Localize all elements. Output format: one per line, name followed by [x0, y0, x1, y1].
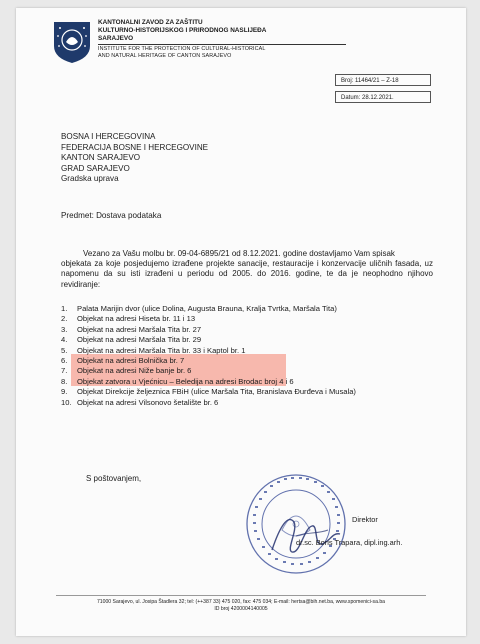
list-item: 5. Objekat na adresi Maršala Tita br. 33 i Kaptol br. 1: [61, 345, 246, 355]
list-item: 3. Objekat na adresi Maršala Tita br. 27: [61, 324, 202, 334]
list-item: 8. Objekat zatvora u Vjećnicu – Beledija na adresi Brodac broj 4 i 6: [61, 376, 294, 386]
list-item: 9. Objekat Direkcije željeznica FBiH (ulice Maršala Tita, Branislava Đurđeva i Musala): [61, 387, 356, 397]
reference-number: Broj: 11464/21 – Z-18: [335, 74, 431, 86]
list-item: 6. Objekat na adresi Bolnička br. 7: [61, 355, 185, 365]
body-continuation: objekata za koje posjedujemo izrađene projekte sanacije, restauracije i konzervacije uličnih fasada, uz napomenu da su isti izrađeni u periodu od 2005. do 2016. godine, te da je neophodno njihovo revidiranje:: [61, 259, 433, 289]
signatory-name: dr.sc. Boris Trapara, dipl.ing.arh.: [296, 538, 403, 547]
institution-english-line: INSTITUTE FOR THE PROTECTION OF CULTURAL-HISTORICAL: [98, 46, 266, 52]
recipient-line: FEDERACIJA BOSNE I HERCEGOVINE: [61, 142, 209, 152]
recipient-line: KANTON SARAJEVO: [61, 153, 141, 163]
property-list: [61, 304, 356, 408]
recipient-line: BOSNA I HERCEGOVINA: [61, 132, 156, 141]
header-divider: [98, 44, 346, 45]
letter-footer: [56, 595, 426, 612]
signature-icon: [266, 506, 356, 566]
footer-contact: 71000 Sarajevo, ul. Josipa Štadlera 32; tel: (++387 33) 475 020, fax: 475 034; E-mail: hertsa@bih.net.ba, www.spomenici-sa.ba: [96, 599, 386, 605]
list-item: 1. Palata Marijin dvor (ulice Dolina, Augusta Brauna, Kralja Tvrtka, Maršala Tita): [61, 304, 337, 313]
institute-logo-icon: [52, 20, 92, 64]
document-page: [16, 8, 466, 636]
list-item: 7. Objekat na adresi Niže banje br. 6: [61, 366, 192, 376]
institution-name-line: SARAJEVO: [98, 35, 134, 42]
closing-greeting: S poštovanjem,: [86, 474, 142, 483]
recipient-line: Gradska uprava: [61, 174, 119, 184]
institution-name-line: KULTURNO-HISTORIJSKOG I PRIRODNOG NASLIJEĐA: [98, 27, 267, 34]
signatory-title: Direktor: [352, 515, 378, 524]
recipient-line: GRAD SARAJEVO: [61, 163, 130, 173]
recipient-address: [61, 132, 208, 185]
list-item: 2. Objekat na adresi Hiseta br. 11 i 13: [61, 314, 196, 324]
institution-english-line: AND NATURAL HERITAGE OF CANTON SARAJEVO: [98, 53, 232, 59]
list-item: 10. Objekat na adresi Vilsonovo šetalište br. 6: [61, 397, 219, 407]
footer-id: ID broj 4200004140005: [214, 606, 268, 612]
letter-subject: Predmet: Dostava podataka: [61, 211, 162, 220]
body-first-line: Vezano za Vašu molbu br. 09-04-6895/21 od 8.12.2021. godine dostavljamo Vam spisak: [83, 249, 395, 258]
institution-header: [98, 19, 428, 60]
document-date: Datum: 28.12.2021.: [335, 91, 431, 103]
letter-body: [61, 249, 433, 290]
institution-name-line: KANTONALNI ZAVOD ZA ZAŠTITU: [98, 19, 203, 26]
list-item: 4. Objekat na adresi Maršala Tita br. 29: [61, 335, 202, 345]
